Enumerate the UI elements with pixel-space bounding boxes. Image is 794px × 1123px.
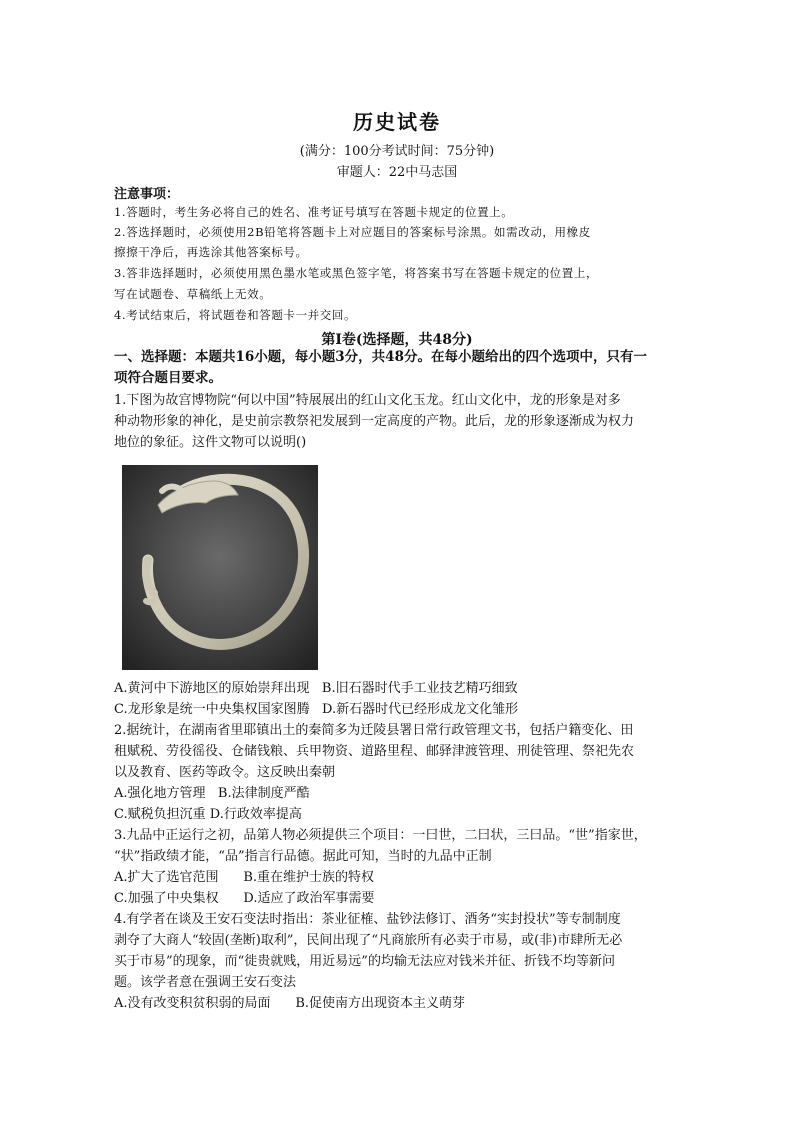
notice-item: 擦擦干净后，再选涂其他答案标号。: [114, 245, 308, 259]
part-instruction: 项符合题目要求。: [114, 370, 222, 386]
notice-item: 1.答题时，考生务必将自己的姓名、准考证号填写在答题卡规定的位置上。: [114, 205, 514, 219]
question-3-text: “状”指政绩才能，“品”指言行品德。据此可知，当时的九品中正制: [114, 849, 492, 864]
notice-item: 4.考试结束后，将试题卷和答题卡一并交回。: [114, 308, 357, 322]
page-title: 历史试卷: [353, 110, 441, 134]
question-1-text: 地位的象征。这件文物可以说明(): [114, 435, 307, 450]
notice-item: 写在试题卷、草稿纸上无效。: [114, 287, 272, 301]
notice-heading: 注意事项：: [114, 187, 180, 202]
section-title: 第Ⅰ卷(选择题，共48分): [321, 332, 473, 348]
question-1-text: 种动物形象的神化，是史前宗教祭祀发展到一定高度的产物。此后，龙的形象逐渐成为权力: [114, 414, 635, 429]
question-1-options-cd: C.龙形象是统一中央集权国家图腾 D.新石器时代已经形成龙文化雏形: [114, 702, 519, 717]
question-2-text: 以及教育、医药等政令。这反映出秦朝: [114, 765, 336, 780]
question-3-options-cd: C.加强了中央集权 D.适应了政治军事需要: [114, 891, 375, 906]
score-time-line: (满分：100分考试时间：75分钟): [299, 144, 495, 159]
reviewer-line: 审题人：22中马志国: [336, 165, 458, 180]
part-instruction: 一、选择题：本题共16小题，每小题3分，共48分。在每小题给出的四个选项中，只有一: [114, 349, 647, 365]
question-2-options-cd: C.赋税负担沉重 D.行政效率提高: [114, 807, 302, 822]
question-4-text: 题。该学者意在强调王安石变法: [114, 975, 297, 990]
question-3-options-ab: A.扩大了选官范围 B.重在维护士族的特权: [114, 870, 375, 885]
question-4-text: 4.有学者在谈及王安石变法时指出：茶业征榷、盐钞法修订、酒务“实封投状”等专制制度: [114, 912, 621, 927]
question-2-text: 2.据统计，在湖南省里耶镇出土的秦简多为迁陵县署日常行政管理文书，包括户籍变化、田: [114, 723, 634, 738]
notice-item: 2.答选择题时，必须使用2B铅笔将答题卡上对应题目的答案标号涂黑。如需改动，用橡皮: [114, 225, 591, 239]
jade-dragon-photo: [122, 465, 318, 670]
question-4-text: 买于市易”的现象，而“徙贵就贱，用近易远”的均输无法应对钱米并征、折钱不均等新问: [114, 954, 615, 969]
question-1-options-ab: A.黄河中下游地区的原始崇拜出现 B.旧石器时代手工业技艺精巧细致: [114, 681, 518, 696]
question-1-text: 1.下图为故宫博物院“何以中国”特展展出的红山文化玉龙。红山文化中，龙的形象是对多: [114, 393, 621, 408]
question-2-text: 租赋税、劳役徭役、仓储钱粮、兵甲物资、道路里程、邮驿津渡管理、刑徒管理、祭祀先农: [114, 744, 635, 759]
question-4-options-ab: A.没有改变积贫积弱的局面 B.促使南方出现资本主义萌芽: [114, 996, 466, 1011]
notice-item: 3.答非选择题时，必须使用黑色墨水笔或黑色签字笔，将答案书写在答题卡规定的位置上，: [114, 266, 599, 280]
question-3-text: 3.九品中正运行之初，品第人物必须提供三个项目：一曰世，二曰状，三曰品。“世”指家世，: [114, 828, 647, 843]
question-2-options-ab: A.强化地方管理 B.法律制度严酷: [114, 786, 310, 801]
question-4-text: 剥夺了大商人“较固(垄断)取利”，民间出现了“凡商旅所有必卖于市易，或(非)市肆所无必: [114, 933, 623, 948]
